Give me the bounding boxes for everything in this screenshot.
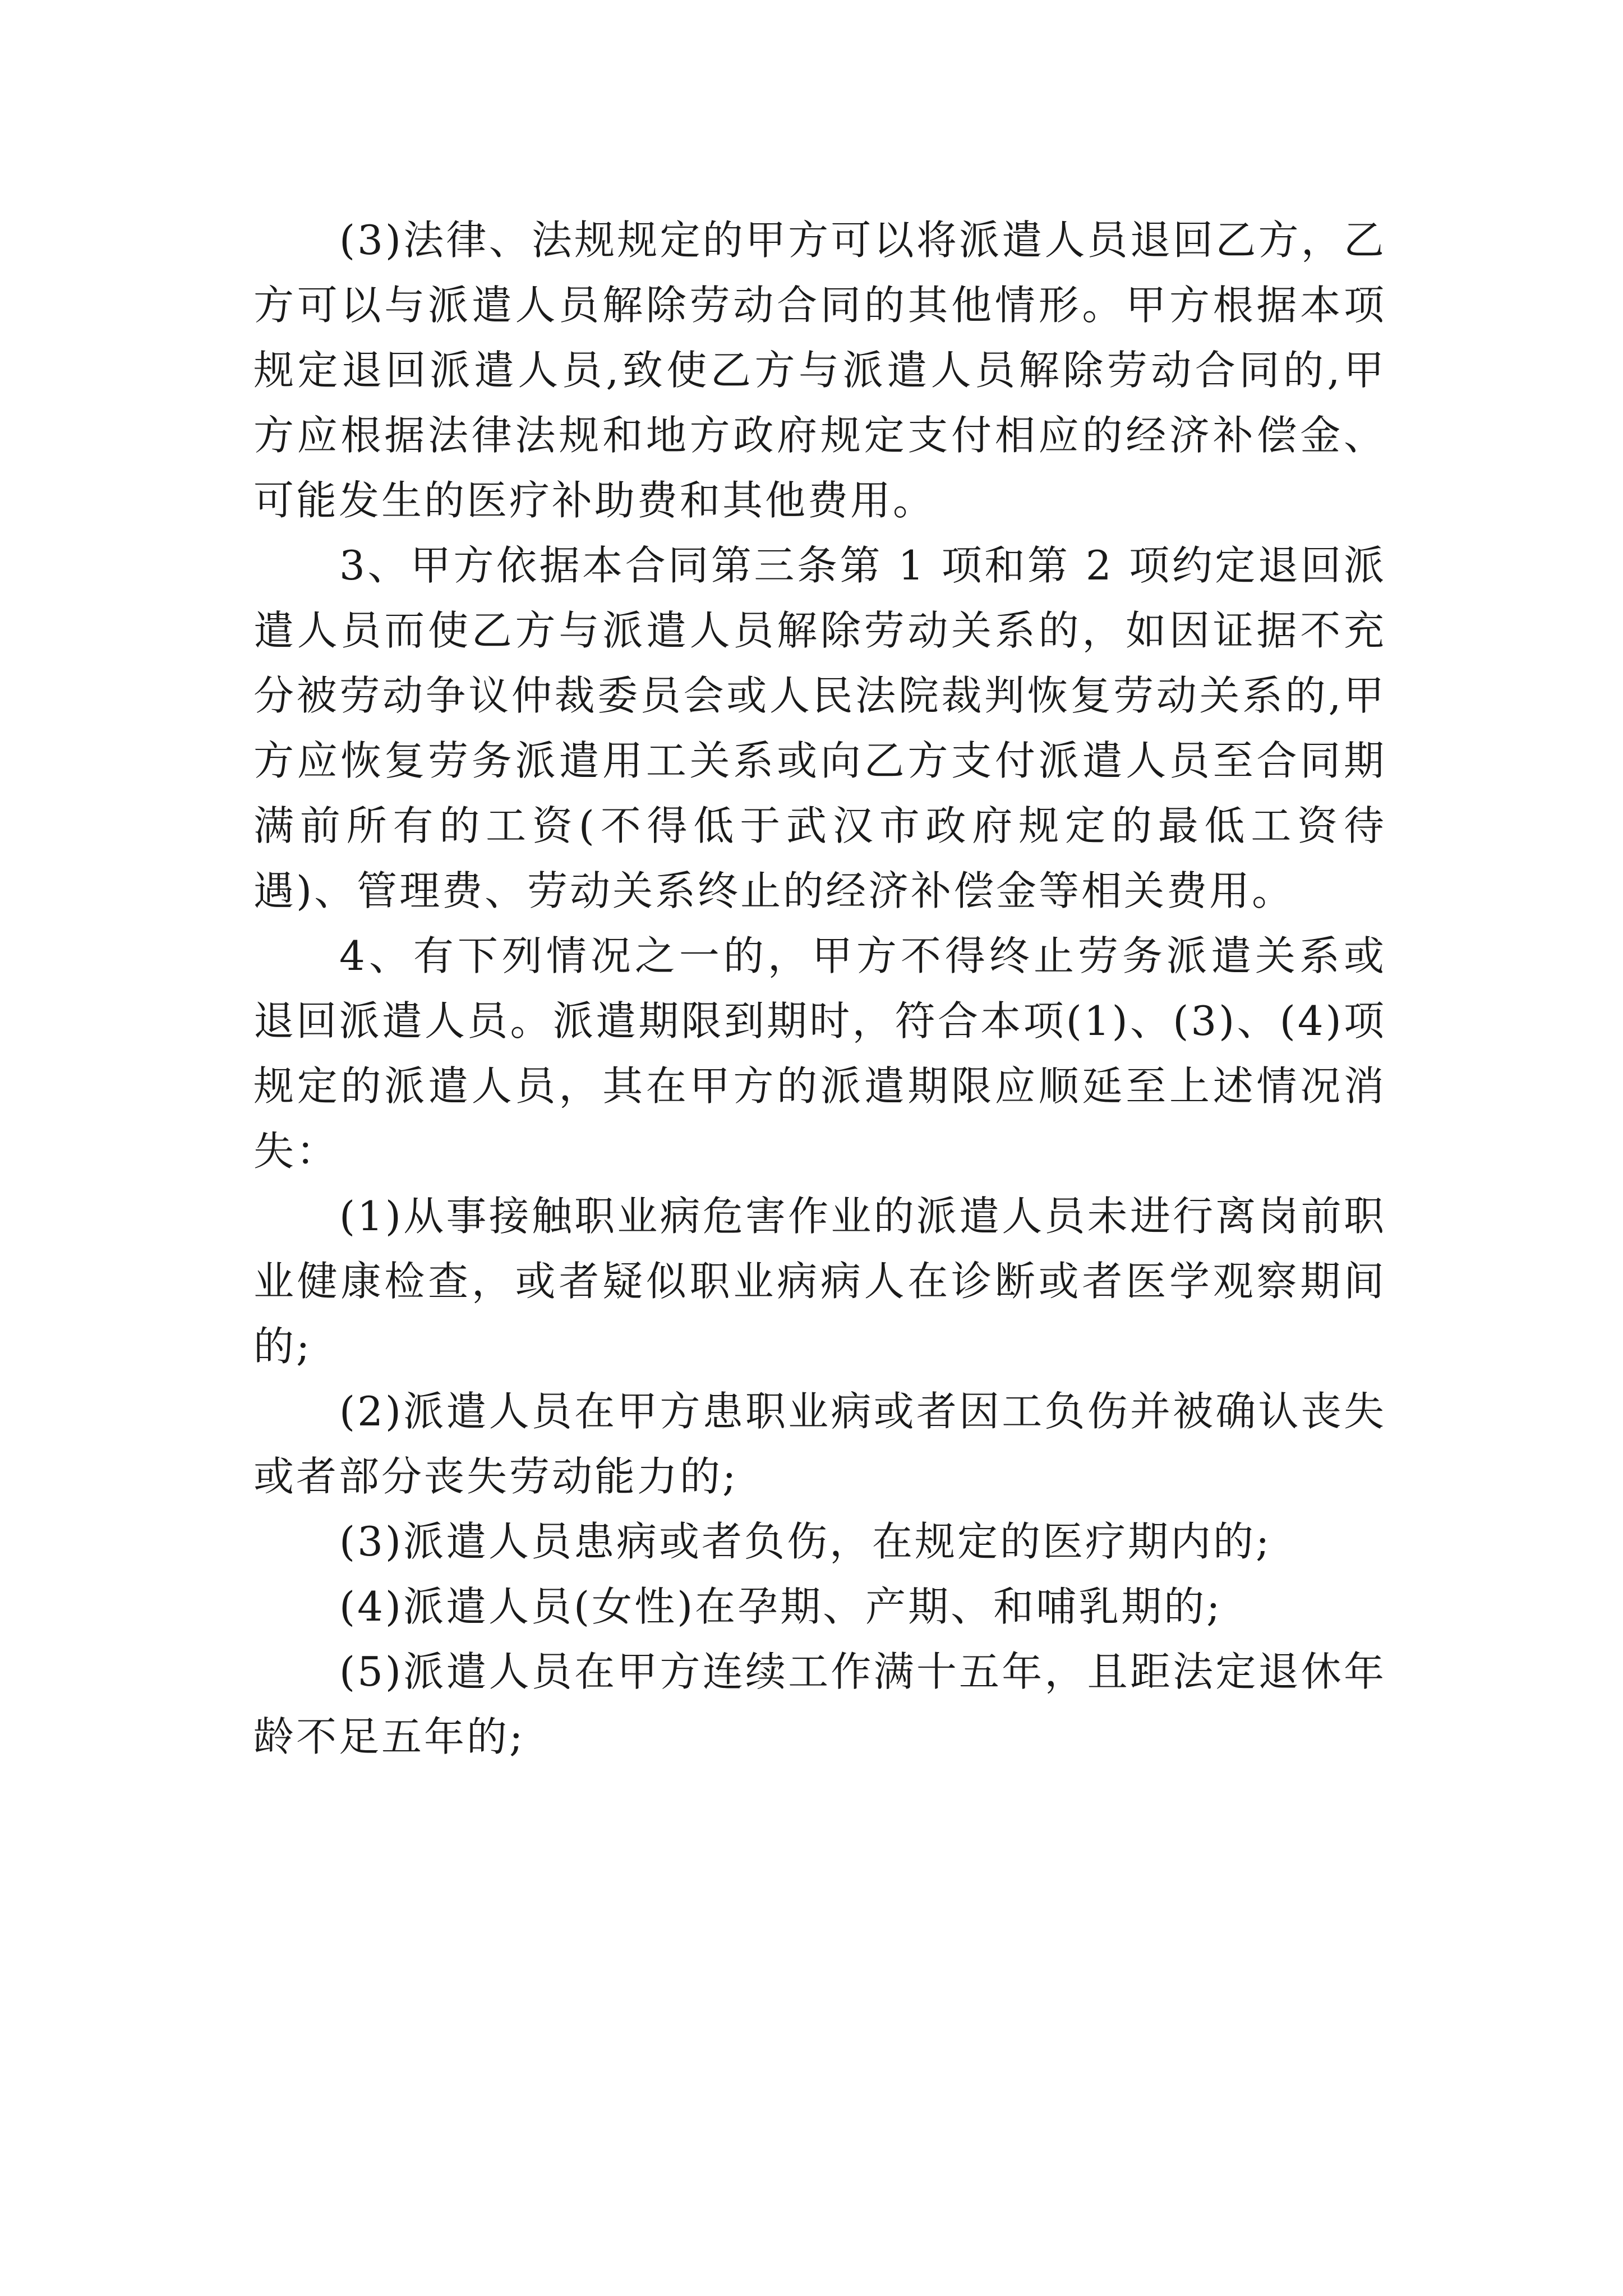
paragraph-item-5: (5)派遣人员在甲方连续工作满十五年，且距法定退休年龄不足五年的; (253, 1648, 1386, 1760)
document-body (253, 208, 1386, 1769)
paragraph-item-1: (1)从事接触职业病危害作业的派遣人员未进行离岗前职业健康检查，或者疑似职业病病人在诊断或者医学观察期间的; (253, 1193, 1386, 1370)
paragraph-3-other-circumstances: (3)法律、法规规定的甲方可以将派遣人员退回乙方，乙方可以与派遣人员解除劳动合同的其他情形。甲方根据本项规定退回派遣人员,致使乙方与派遣人员解除劳动合同的,甲方应根据法律法规和地方政府规定支付相应的经济补偿金、可能发生的医疗补助费和其他费用。 (253, 217, 1386, 524)
paragraph-clause-4: 4、有下列情况之一的，甲方不得终止劳务派遣关系或退回派遣人员。派遣期限到期时，符合本项(1)、(3)、(4)项规定的派遣人员，其在甲方的派遣期限应顺延至上述情况消失： (253, 932, 1386, 1175)
paragraph-item-2: (2)派遣人员在甲方患职业病或者因工负伤并被确认丧失或者部分丧失劳动能力的; (253, 1388, 1386, 1500)
paragraph-item-4: (4)派遣人员(女性)在孕期、产期、和哺乳期的; (339, 1583, 1223, 1630)
paragraph-clause-3: 3、甲方依据本合同第三条第 1 项和第 2 项约定退回派遣人员而使乙方与派遣人员解除劳动关系的，如因证据不充分被劳动争议仲裁委员会或人民法院裁判恢复劳动关系的,甲方应恢复劳务派遣用工关系或向乙方支付派遣人员至合同期满前所有的工资(不得低于武汉市政府规定的最低工资待遇)、管理费、劳动关系终止的经济补偿金等相关费用。 (253, 542, 1386, 914)
paragraph-item-3: (3)派遣人员患病或者负伤，在规定的医疗期内的; (339, 1518, 1272, 1565)
